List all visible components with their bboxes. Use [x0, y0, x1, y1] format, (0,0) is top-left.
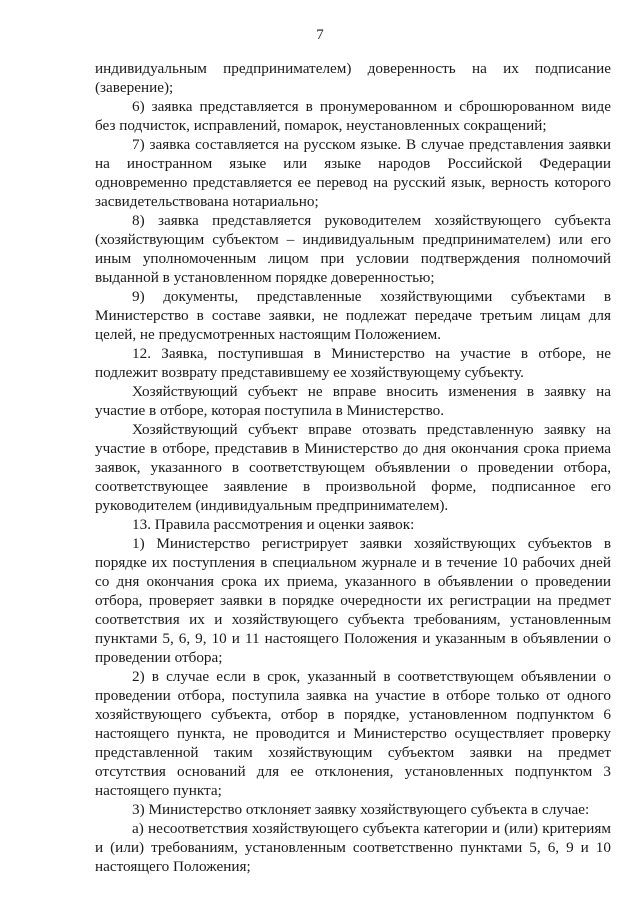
paragraph-item-7: 7) заявка составляется на русском языке. В случае представления заявки на иностранном языке или языке народов Российской Федерации одновременно представляется ее перевод на русский язык, верность которого засвидетельствована нотариально;: [95, 136, 611, 210]
paragraph-13-item-2: 2) в случае если в срок, указанный в соответствующем объявлении о проведении отбора, поступила заявка на участие в отборе только от одного хозяйствующего субъекта, отбор в порядке, установленном подпунктом 6 настоящего пункта, не проводится и Министерство осуществляет проверку представленной таким хозяйствующим субъектом заявки на предмет отсутствия оснований для ее отклонения, установленных подпунктом 3 настоящего пункта;: [95, 668, 611, 799]
paragraph-continuation: индивидуальным предпринимателем) доверенность на их подписание (заверение);: [95, 60, 611, 96]
paragraph-13-item-1: 1) Министерство регистрирует заявки хозяйствующих субъектов в порядке их поступления в специальном журнале и в течение 10 рабочих дней со дня окончания срока их приема, указанного в объявлении о проведении отбора, проверяет заявки в порядке очередности их регистрации на предмет соответствия их и хозяйствующего субъекта требованиям, установленным пунктами 5, 6, 9, 10 и 11 настоящего Положения и указанным в объявлении о проведении отбора;: [95, 535, 611, 666]
paragraph-no-changes: Хозяйствующий субъект не вправе вносить изменения в заявку на участие в отборе, которая поступила в Министерство.: [95, 383, 611, 419]
paragraph-item-8: 8) заявка представляется руководителем хозяйствующего субъекта (хозяйствующим субъектом – индивидуальным предпринимателем) или его иным уполномоченным лицом при условии подтверждения полномочий выданной в установленном порядке доверенностью;: [95, 212, 611, 286]
paragraph-withdrawal: Хозяйствующий субъект вправе отозвать представленную заявку на участие в отборе, представив в Министерство до дня окончания срока приема заявок, указанного в соответствующем объявлении о проведении отбора, соответствующее заявление в произвольной форме, подписанное его руководителем (индивидуальным предпринимателем).: [95, 421, 611, 514]
paragraph-item-9: 9) документы, представленные хозяйствующими субъектами в Министерство в составе заявки, не подлежат передаче третьим лицам для целей, не предусмотренных настоящим Положением.: [95, 288, 611, 343]
document-body: [95, 59, 611, 876]
paragraph-section-13-heading: 13. Правила рассмотрения и оценки заявок:: [132, 516, 415, 533]
paragraph-13-item-3a: а) несоответствия хозяйствующего субъекта категории и (или) критериям и (или) требованиям, установленным соответственно пунктами 5, 6, 9 и 10 настоящего Положения;: [95, 820, 611, 875]
page-number: 7: [316, 27, 324, 43]
paragraph-section-12: 12. Заявка, поступившая в Министерство на участие в отборе, не подлежит возврату представившему ее хозяйствующему субъекту.: [95, 345, 611, 381]
paragraph-item-6: 6) заявка представляется в пронумерованном и сброшюрованном виде без подчисток, исправлений, помарок, неустановленных сокращений;: [95, 98, 611, 134]
paragraph-13-item-3: 3) Министерство отклоняет заявку хозяйствующего субъекта в случае:: [132, 801, 590, 818]
